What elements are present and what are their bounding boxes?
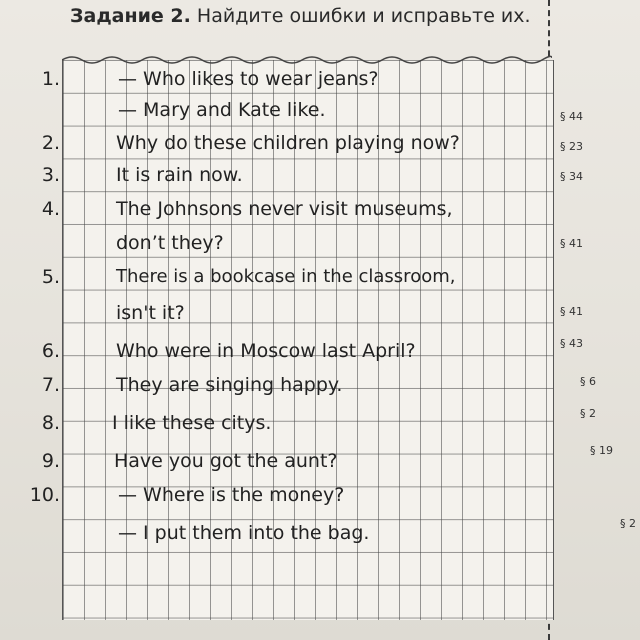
item-number: 4. xyxy=(41,198,60,220)
paragraph-ref: § 41 xyxy=(560,305,583,318)
paragraph-ref: § 23 xyxy=(560,140,583,153)
task-header xyxy=(70,4,540,28)
exercise-line: don’t they? xyxy=(116,232,224,254)
paragraph-ref: § 2 xyxy=(620,517,636,530)
exercise-line: — Where is the money? xyxy=(118,484,345,506)
item-number: 6. xyxy=(41,340,60,362)
paragraph-ref: § 19 xyxy=(590,444,613,457)
paragraph-ref: § 44 xyxy=(560,110,583,123)
exercise-line: — I put them into the bag. xyxy=(118,522,370,544)
exercise-line: It is rain now. xyxy=(116,164,243,186)
exercise-line: — Mary and Kate like. xyxy=(118,99,326,121)
task-instruction: Найдите ошибки и исправьте их. xyxy=(196,5,531,27)
exercise-line: isn't it? xyxy=(116,302,185,324)
exercise-line: Why do these children playing now? xyxy=(116,132,460,154)
item-number: 9. xyxy=(41,450,60,472)
exercise-line: The Johnsons never visit museums, xyxy=(116,198,453,220)
exercise-line: Have you got the aunt? xyxy=(114,450,338,472)
exercise-line: — Who likes to wear jeans? xyxy=(118,68,379,90)
exercise-line: There is a bookcase in the classroom, xyxy=(116,266,456,287)
paragraph-ref: § 43 xyxy=(560,337,583,350)
item-number: 2. xyxy=(41,132,60,154)
task-label: Задание 2. xyxy=(70,5,191,27)
item-number: 1. xyxy=(41,68,60,90)
paragraph-ref: § 41 xyxy=(560,237,583,250)
item-number: 8. xyxy=(41,412,60,434)
item-number: 7. xyxy=(41,374,60,396)
paragraph-ref: § 2 xyxy=(580,407,596,420)
exercise-line: Who were in Moscow last April? xyxy=(116,340,416,362)
item-number: 5. xyxy=(41,266,60,288)
item-number: 3. xyxy=(41,164,60,186)
paragraph-ref: § 34 xyxy=(560,170,583,183)
exercise-line: They are singing happy. xyxy=(116,374,343,396)
exercise-line: I like these citys. xyxy=(112,412,272,434)
paragraph-ref: § 6 xyxy=(580,375,596,388)
item-number: 10. xyxy=(29,484,60,506)
